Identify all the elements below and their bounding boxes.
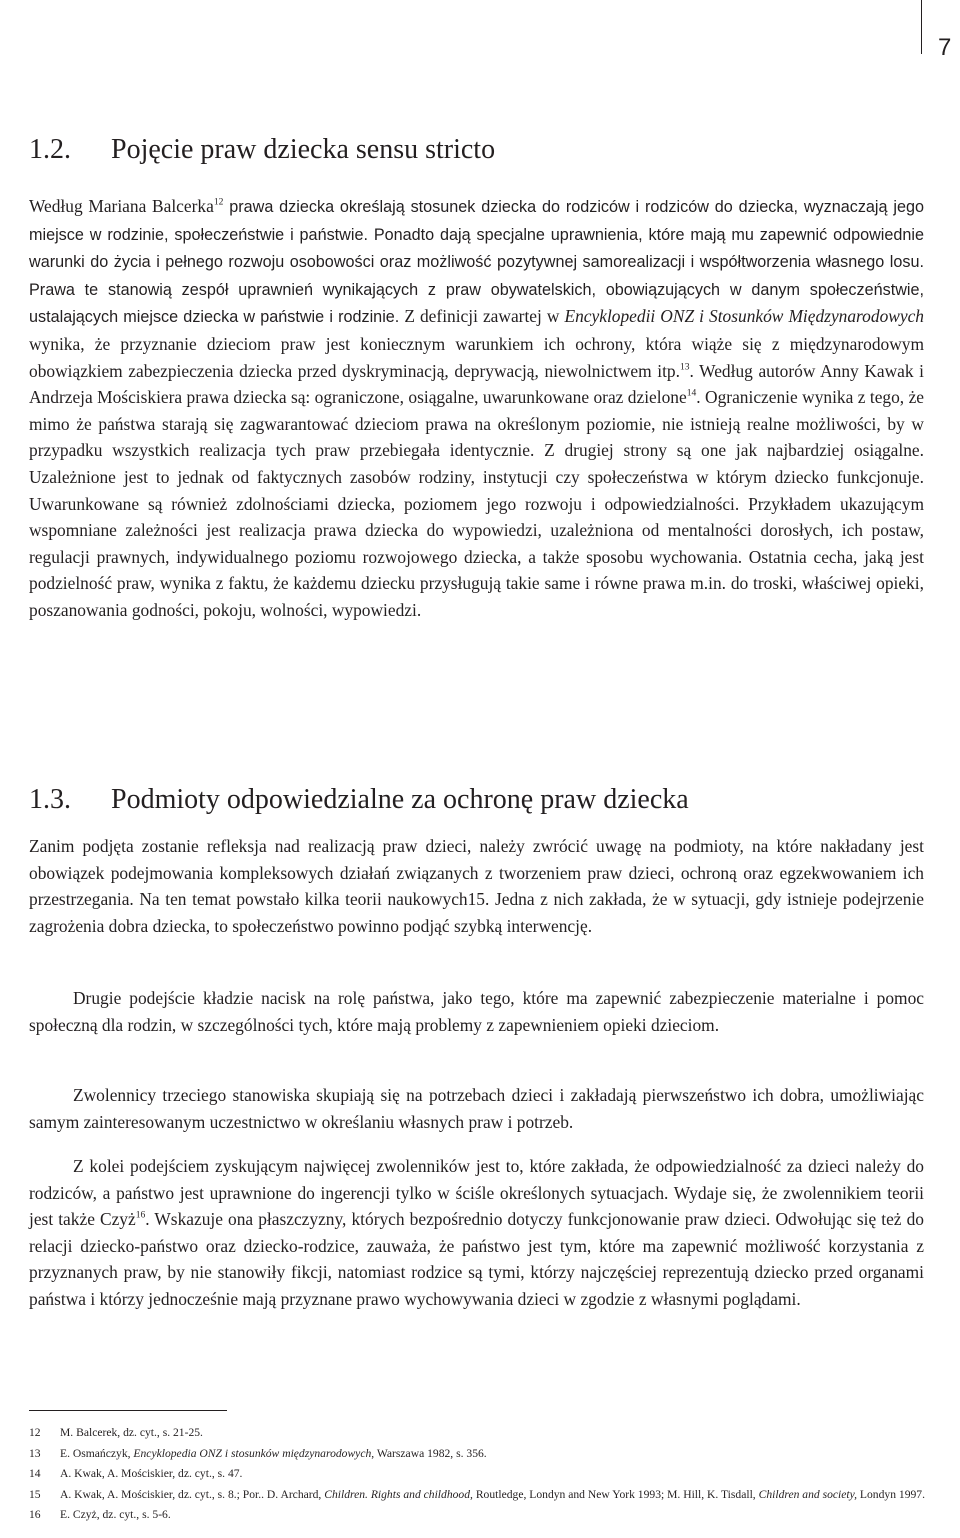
- section-heading-1-2: [29, 133, 930, 167]
- footnote-14: [29, 1465, 929, 1483]
- paragraph-text: . Wskazuje ona płaszczyzny, których bezpośrednio dotyczy funkcjonowanie praw dzieci. Odwołując się też do relacji dziecko-państwo oraz dziecko-rodzice, zauważa, że państwo jest tym, które ma zapewnić możliwość korzystania z przyznanych praw, by nie stanowiły fikcji, natomiast rodzice są tymi, którzy najczęściej reprezentują dziecko przed organami państwa i którzy jednocześnie mają przyznane prawo wychowywania dzieci w zgodzie z własnymi poglądami.: [29, 1209, 924, 1309]
- paragraph-text: . Ograniczenie wynika z tego, że mimo że państwa starają się zagwarantować dzieciom prawa na określonym poziomie, nie istnieją realne możliwości, by w przypadku wszystkich realizacja tych praw przebiegała identycznie. Z drugiej strony są one jak najbardziej osiągalne. Uzależnione jest to jednak od faktycznych zasobów rodziny, instytucji czy społeczeństwa w którym dziecko funkcjonuje. Uwarunkowane są również zdolnościami dziecka, poziomem jego rozwoju i odpowiedzialności. Przykładem ukazującym wspomniane zależności jest realizacja prawa dziecka do wypowiedzi, uzależniona od mentalności dorosłych, ich postaw, regulacji prawnych, indywidualnego poziomu rozwojowego dziecka, a także sposobu wychowania. Ostatnia cecha, jaką jest podzielność praw, wynika z faktu, że każdemu dziecku przysługują takie same i równe prawa m.in. do troski, właściwej opieki, poszanowania godności, pokoju, wolności, wypowiedzi.: [29, 387, 925, 620]
- footnote-book-title: Children and society,: [758, 1487, 858, 1501]
- footnote-ref-12: 12: [213, 196, 224, 208]
- footnote-text: [60, 1445, 929, 1463]
- footnote-text-part: A. Kwak, A. Mościskier, dz. cyt., s. 8.; Por.. D. Archard,: [60, 1487, 325, 1501]
- section-title: Podmioty odpowiedzialne za ochronę praw dziecka: [111, 784, 689, 815]
- footnote-number: 15: [29, 1487, 41, 1501]
- section-heading-1-3: [29, 783, 930, 817]
- paragraph-text: Z definicji zawartej w: [399, 306, 565, 327]
- footnote-ref-16: 16: [135, 1209, 146, 1221]
- paragraph-text: Według Mariana Balcerka: [29, 196, 214, 216]
- footnote-book-title: Encyklopedia ONZ i stosunków międzynarodowych: [133, 1446, 372, 1460]
- footnotes: [29, 1424, 929, 1524]
- footnote-separator: [29, 1410, 227, 1411]
- footnote-16: [29, 1506, 929, 1524]
- section-number: 1.2.: [29, 134, 71, 165]
- paragraph-text: Z kolei podejściem zyskującym najwięcej zwolenników jest to, które zakłada, że odpowiedzialność za dzieci należy do rodziców, a państwo jest uprawnione do ingerencji tylko w ściśle określonych sytuacjach. Wydaje się, że zwolennikiem teorii jest także Czyż: [29, 1156, 924, 1230]
- footnote-13: [29, 1445, 929, 1463]
- paragraph-1: [29, 193, 924, 624]
- footnote-text: M. Balcerek, dz. cyt., s. 21-25.: [60, 1426, 203, 1439]
- footnote-ref-13: 13: [679, 360, 690, 372]
- footnote-text: E. Czyż, dz. cyt., s. 5-6.: [60, 1508, 171, 1521]
- paragraph-4: Zwolennicy trzeciego stanowiska skupiają się na potrzebach dzieci i zakładają pierwszeństwo ich dobra, umożliwiając samym zainteresowanym uczestnictwo w określaniu własnych praw i potrzeb.: [29, 1085, 924, 1132]
- footnote-text-part: Routledge, Londyn and New York 1993; M. Hill, K. Tisdall,: [472, 1487, 759, 1501]
- paragraph-text: wynika, że przyznanie dzieciom praw jest koniecznym warunkiem ich ochrony, która wiąże się z międzynarodowym obowiązkiem zabezpieczenia dziecka przed dyskryminacją, deprywacją, niewolnictwem itp.: [29, 333, 924, 381]
- footnote-ref-14: 14: [686, 387, 697, 399]
- section-number: 1.3.: [29, 784, 71, 815]
- footnote-text: A. Kwak, A. Mościskier, dz. cyt., s. 47.: [60, 1467, 243, 1480]
- footnote-12: [29, 1424, 929, 1442]
- footnote-15: [29, 1486, 929, 1504]
- page-number: 7: [938, 34, 952, 61]
- encyclopedia-title: Encyklopedii ONZ i Stosunków Międzynarodowych: [564, 306, 924, 327]
- header-rule: [921, 0, 922, 54]
- footnote-book-title: Children. Rights and childhood,: [324, 1487, 473, 1501]
- footnote-text-part: E. Osmańczyk,: [60, 1446, 134, 1460]
- footnote-number: 13: [29, 1446, 41, 1460]
- paragraph-5: [29, 1153, 924, 1313]
- footnote-text-part: Londyn 1997.: [857, 1487, 925, 1501]
- footnote-number: 12: [29, 1426, 41, 1439]
- footnote-number: 14: [29, 1467, 41, 1480]
- paragraph-text: . Według autorów Anny Kawak i Andrzeja Mościskiera prawa dziecka są: ograniczone, osiągalne, uwarunkowane oraz dzielone: [29, 360, 924, 408]
- footnote-text-part: , Warszawa 1982, s. 356.: [371, 1446, 487, 1460]
- paragraph-3: Drugie podejście kładzie nacisk na rolę państwa, jako tego, które ma zapewnić zabezpieczenie materialne i pomoc społeczną dla rodzin, w szczególności tych, które mają problemy z zapewnieniem opieki dzieciom.: [29, 988, 924, 1035]
- paragraph-2: Zanim podjęta zostanie refleksja nad realizacją praw dzieci, należy zwrócić uwagę na podmioty, na które nakładany jest obowiązek podejmowania kompleksowych działań związanych z tworzeniem praw dzieci, ochroną oraz egzekwowaniem ich przestrzegania. Na ten temat powstało kilka teorii naukowych15. Jedna z nich zakłada, że w sytuacji, gdy istnieje podejrzenie zagrożenia dobra dziecka, to społeczeństwo powinno podjąć szybką interwencję.: [29, 836, 924, 936]
- paragraph-text: prawa dziecka określają stosunek dziecka do rodziców i rodziców do dziecka, wyznaczają jego miejsce w rodzinie, społeczeństwie i państwie. Ponadto dają specjalne uprawnienia, które mają mu zapewnić odpowiednie warunki do życia i pełnego rozwoju osobowości oraz możliwość pozytywnej samorealizacji i współtworzenia własnego losu. Prawa te stanowią zespół uprawnień wynikających z praw obywatelskich, obowiązujących w danym społeczeństwie, ustalających miejsce dziecka w państwie i rodzinie.: [29, 198, 924, 327]
- footnote-number: 16: [29, 1508, 41, 1521]
- footnote-text: [60, 1486, 929, 1504]
- section-title: Pojęcie praw dziecka sensu stricto: [111, 134, 496, 165]
